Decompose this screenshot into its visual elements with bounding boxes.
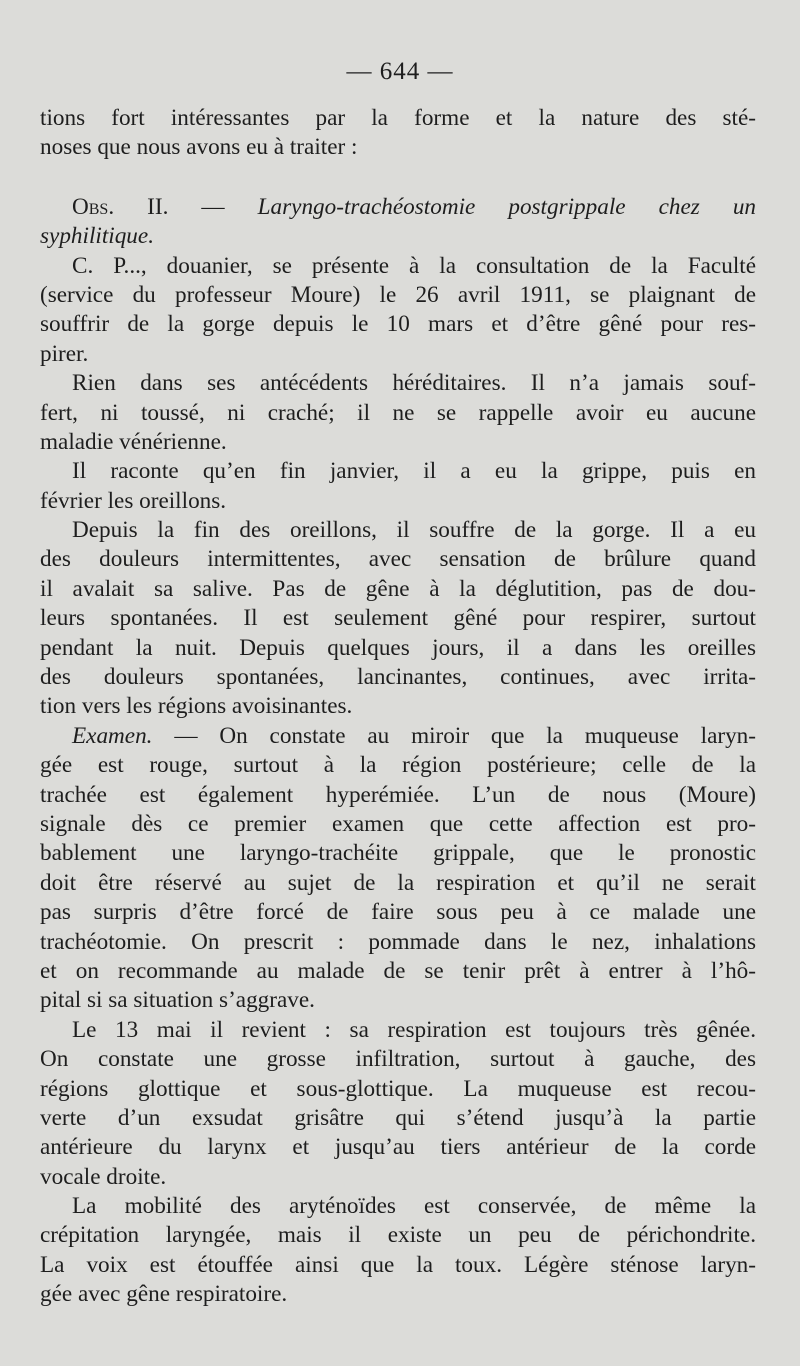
page-number: — 644 — [346, 58, 454, 85]
text-line: et on recommande au malade de se tenir prêt à entrer à l’hô- [40, 957, 756, 984]
text-line: doit être réservé au sujet de la respiration et qu’il ne serait [40, 869, 756, 896]
text-line: On constate une grosse infiltration, surtout à gauche, des [40, 1046, 756, 1073]
text-line: pital si sa situation s’aggrave. [40, 987, 315, 1014]
text-line: vocale droite. [40, 1163, 167, 1190]
text-line: bablement une laryngo-trachéite grippale, que le pronostic [40, 840, 756, 867]
text-line: trachée est également hyperémiée. L’un de nous (Moure) [40, 781, 756, 808]
text-line: trachéotomie. On prescrit : pommade dans le nez, inhalations [40, 928, 756, 955]
text-line: pendant la nuit. Depuis quelques jours, il a dans les oreilles [40, 634, 756, 661]
text-line: (service du professeur Moure) le 26 avril 1911, se plaignant de [40, 281, 756, 308]
text-line: Il raconte qu’en fin janvier, il a eu la grippe, puis en [72, 458, 756, 485]
text-line: gée est rouge, surtout à la région postérieure; celle de la [40, 752, 756, 779]
text-line: tion vers les régions avoisinantes. [40, 693, 353, 720]
text-line [40, 193, 756, 222]
text-run: — [168, 193, 258, 220]
text-line: souffrir de la gorge depuis le 10 mars et d’être gêné pour res- [40, 311, 756, 338]
text-line: il avalait sa salive. Pas de gêne à la déglutition, pas de dou- [40, 575, 756, 602]
text-line: C. P..., douanier, se présente à la consultation de la Faculté [72, 252, 756, 279]
text-line: La voix est étouffée ainsi que la toux. Légère sténose laryn- [40, 1251, 756, 1278]
text-line: Le 13 mai il revient : sa respiration est toujours très gênée. [72, 1016, 756, 1043]
body-text [40, 104, 756, 1310]
paragraph-gap [40, 163, 756, 193]
text-line: verte d’un exsudat grisâtre qui s’étend jusqu’à la partie [40, 1104, 756, 1131]
text-line: noses que nous avons eu à traiter : [40, 134, 358, 161]
text-run: Laryngo-trachéostomie postgrippale chez un [257, 193, 757, 220]
text-line: février les oreillons. [40, 487, 227, 514]
text-run: Examen. [72, 722, 153, 749]
text-line: Rien dans ses antécédents héréditaires. Il n’a jamais souf- [72, 370, 756, 397]
text-line: antérieure du larynx et jusqu’au tiers antérieur de la corde [40, 1134, 756, 1161]
text-line: maladie vénérienne. [40, 428, 227, 455]
text-line: gée avec gêne respiratoire. [40, 1281, 288, 1308]
text-line: signale dès ce premier examen que cette affection est pro- [40, 810, 756, 837]
text-line: pas surpris d’être forcé de faire sous peu à ce malade une [40, 899, 756, 926]
text-line [40, 222, 756, 251]
text-line: Depuis la fin des oreillons, il souffre de la gorge. Il a eu [72, 517, 756, 544]
text-line: crépitation laryngée, mais il existe un peu de périchondrite. [40, 1222, 756, 1249]
text-line: des douleurs spontanées, lancinantes, continues, avec irrita- [40, 664, 756, 691]
text-run: syphilitique. [40, 223, 154, 250]
text-line: leurs spontanées. Il est seulement gêné pour respirer, surtout [40, 605, 756, 632]
text-line: pirer. [40, 340, 89, 367]
text-run: Obs. II. [72, 193, 169, 220]
text-run: — On constate au miroir que la muqueuse laryn- [152, 722, 756, 749]
text-line [40, 722, 756, 751]
text-line: régions glottique et sous-glottique. La muqueuse est recou- [40, 1075, 756, 1102]
text-line: fert, ni toussé, ni craché; il ne se rappelle avoir eu aucune [40, 399, 756, 426]
text-line: des douleurs intermittentes, avec sensation de brûlure quand [40, 546, 756, 573]
text-line: La mobilité des aryténoïdes est conservée, de même la [72, 1193, 756, 1220]
text-line: tions fort intéressantes par la forme et la nature des sté- [40, 105, 756, 131]
